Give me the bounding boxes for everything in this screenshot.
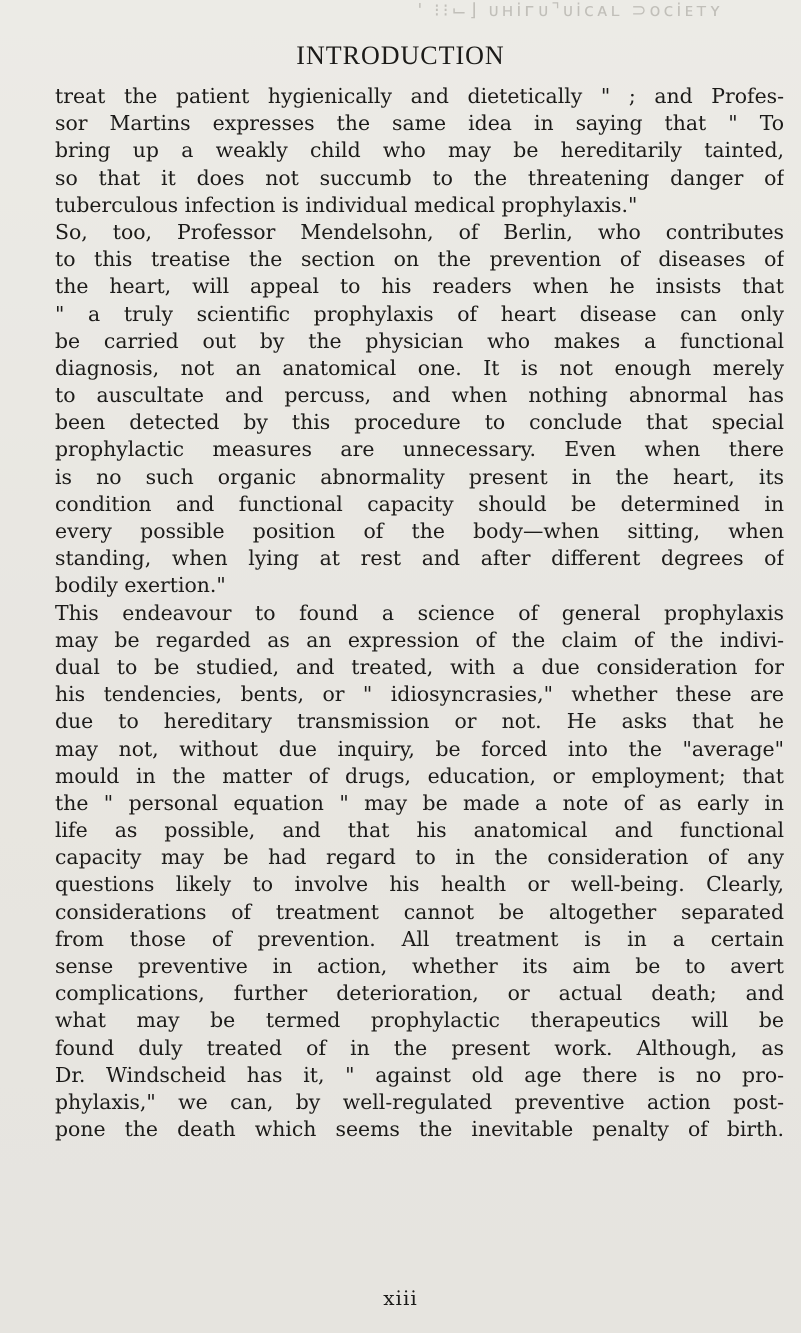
- running-head: INTRODUCTION: [296, 41, 505, 70]
- text-line: due to hereditary transmission or not. He asks that he: [55, 709, 784, 734]
- text-line: be carried out by the physician who makes a functional: [55, 328, 784, 353]
- text-line: Dr. Windscheid has it, " against old age there is no pro-: [55, 1062, 784, 1087]
- text-line: prophylactic measures are unnecessary. Even when there: [55, 437, 784, 462]
- text-line: questions likely to involve his health or well-being. Clearly,: [55, 872, 784, 897]
- text-line: sor Martins expresses the same idea in saying that " To: [55, 111, 784, 136]
- text-line: to auscultate and percuss, and when nothing abnormal has: [55, 383, 784, 408]
- text-line: complications, further deterioration, or actual death; and: [55, 981, 784, 1006]
- text-line: sense preventive in action, whether its aim be to avert: [55, 954, 784, 978]
- text-line: every possible position of the body—when sitting, when: [55, 519, 784, 543]
- text-line: treat the patient hygienically and dietetically " ; and Profes-: [55, 84, 784, 108]
- text-line: diagnosis, not an anatomical one. It is not enough merely: [55, 355, 784, 380]
- text-line: This endeavour to found a science of general prophylaxis: [55, 600, 784, 625]
- text-line: the heart, will appeal to his readers when he insists that: [55, 274, 784, 299]
- text-line: found duly treated of in the present work. Although, as: [55, 1035, 784, 1060]
- text-line: So, too, Professor Mendelsohn, of Berlin, who contributes: [55, 219, 784, 244]
- text-line: mould in the matter of drugs, education, or employment; that: [55, 763, 784, 788]
- text-line: dual to be studied, and treated, with a due consideration for: [55, 654, 784, 679]
- text-line: is no such organic abnormality present in the heart, its: [55, 464, 784, 489]
- text-line: considerations of treatment cannot be altogether separated: [55, 899, 784, 924]
- body-text: [55, 83, 784, 1143]
- text-line: from those of prevention. All treatment is in a certain: [55, 926, 784, 951]
- text-line: condition and functional capacity should be determined in: [55, 491, 784, 516]
- text-line: may be regarded as an expression of the claim of the indivi-: [55, 627, 784, 652]
- text-line: pone the death which seems the inevitable penalty of birth.: [55, 1117, 784, 1142]
- text-line: may not, without due inquiry, be forced into the "average": [55, 736, 784, 761]
- text-line: capacity may be had regard to in the consideration of any: [55, 845, 784, 870]
- text-line: so that it does not succumb to the threatening danger of: [55, 165, 784, 190]
- text-line: his tendencies, bents, or " idiosyncrasies," whether these are: [55, 682, 784, 707]
- text-line: " a truly scientific prophylaxis of heart disease can only: [55, 301, 784, 326]
- page-number: xiii: [383, 1286, 418, 1310]
- text-line: bring up a weakly child who may be hereditarily tainted,: [55, 138, 784, 163]
- text-line: life as possible, and that his anatomical and functional: [55, 818, 784, 843]
- text-line: standing, when lying at rest and after different degrees of: [55, 546, 784, 571]
- text-line: tuberculous infection is individual medical prophylaxis.": [55, 192, 638, 217]
- text-line: bodily exertion.": [55, 573, 226, 598]
- text-line: what may be termed prophylactic therapeutics will be: [55, 1008, 784, 1033]
- text-line: to this treatise the section on the prevention of diseases of: [55, 247, 784, 272]
- text-line: phylaxis," we can, by well-regulated preventive action post-: [55, 1089, 784, 1114]
- text-line: the " personal equation " may be made a note of as early in: [55, 790, 784, 815]
- library-stamp: ' ⁝⁝⌙⌋ ᴜʜiᴦᴜ⌝ᴜiᴄᴀʟ ⊃ᴏᴄiᴇᴛʏ: [417, 0, 724, 21]
- text-line: been detected by this procedure to conclude that special: [55, 410, 784, 435]
